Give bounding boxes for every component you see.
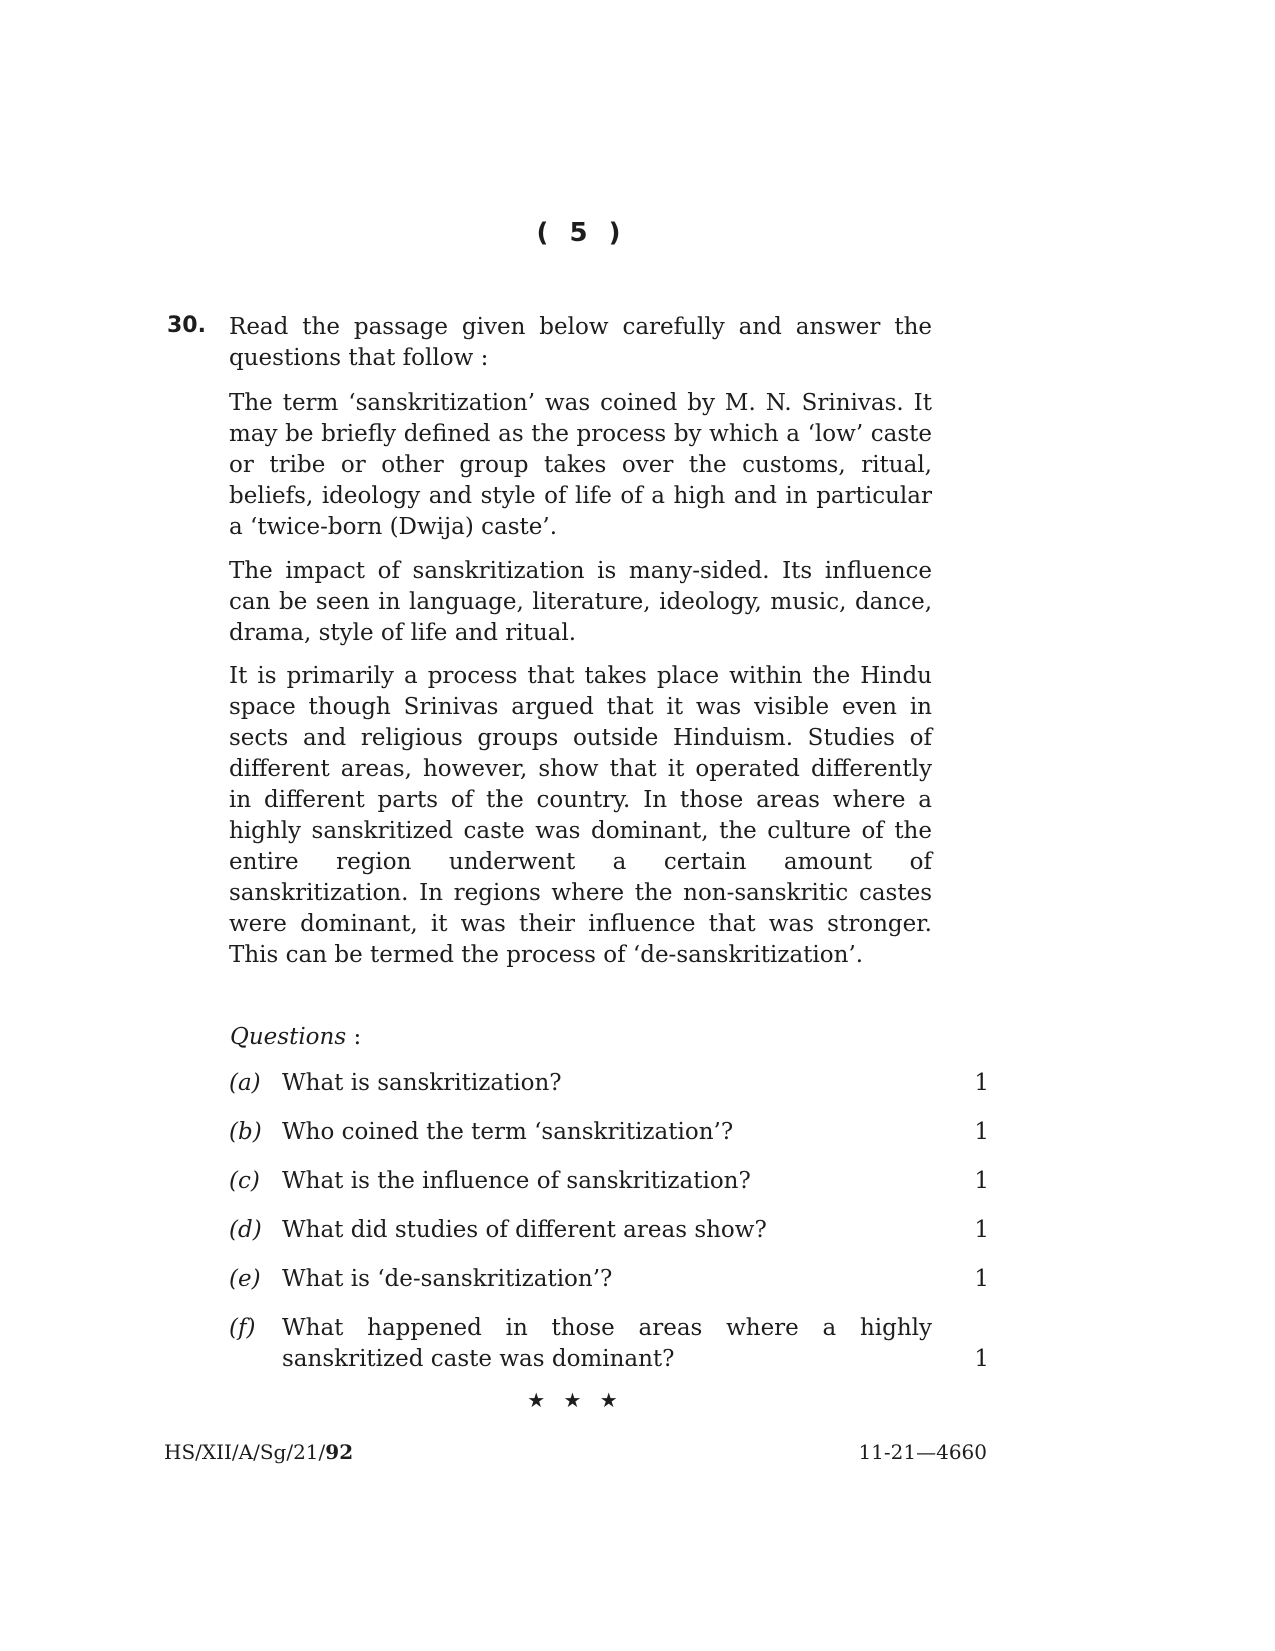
passage-paragraph-3: It is primarily a process that takes place within the Hindu space though Srinivas argued that it was visible even in sects and religious groups outside Hinduism. Studies of different areas, however, show that it operated differently in different parts of the country. In those areas where a highly sanskritized caste was dominant, the culture of the entire region underwent a certain amount of sanskritization. In regions where the non-sanskritic castes were dominant, it was their influence that was stronger. This can be termed the process of ‘de-sanskritization’.	[229, 663, 932, 968]
sub-question-text: What did studies of different areas show?	[282, 1217, 767, 1243]
questions-heading-colon: :	[353, 1024, 362, 1050]
sub-question-marks: 1	[974, 1266, 989, 1292]
sub-question-marks: 1	[974, 1217, 989, 1243]
question-instruction: Read the passage given below carefully and answer the questions that follow :	[229, 314, 932, 371]
sub-question-marks: 1	[974, 1168, 989, 1194]
passage-paragraph-1: The term ‘sanskritization’ was coined by M. N. Srinivas. It may be briefly defined as the process by which a ‘low’ caste or tribe or other group takes over the customs, ritual, beliefs, ideology and style of life of a high and in particular a ‘twice-born (Dwija) caste’.	[229, 390, 932, 540]
sub-question-text: What is sanskritization?	[282, 1070, 562, 1096]
page-number: ( 5 )	[536, 218, 627, 248]
sub-question-label: (a)	[229, 1070, 261, 1096]
sub-question-marks: 1	[974, 1070, 989, 1096]
question-number: 30.	[167, 313, 206, 338]
sub-question-label: (b)	[229, 1119, 262, 1145]
sub-question-marks: 1	[974, 1346, 989, 1372]
sub-question-label: (e)	[229, 1266, 261, 1292]
sub-question-text: What is ‘de-sanskritization’?	[282, 1266, 613, 1292]
sub-question-label: (d)	[229, 1217, 262, 1243]
sub-question-marks: 1	[974, 1119, 989, 1145]
paper-code	[164, 1440, 353, 1464]
questions-heading	[230, 1022, 361, 1053]
passage-paragraph-2: The impact of sanskritization is many-sided. Its influence can be seen in language, literature, ideology, music, dance, drama, style of life and ritual.	[229, 558, 932, 646]
end-of-paper-stars: ★ ★ ★	[527, 1388, 624, 1412]
sub-question-text: Who coined the term ‘sanskritization’?	[282, 1119, 734, 1145]
paper-code-prefix: HS/XII/A/Sg/21/	[164, 1440, 326, 1464]
sub-question-text: What is the influence of sanskritization?	[282, 1168, 751, 1194]
questions-heading-label: Questions	[230, 1024, 347, 1050]
sub-question-text: What happened in those areas where a highly sanskritized caste was dominant?	[282, 1315, 932, 1372]
sub-question-label: (f)	[229, 1315, 256, 1341]
print-code: 11-21—4660	[858, 1440, 987, 1464]
sub-question-label: (c)	[229, 1168, 260, 1194]
paper-code-number: 92	[325, 1440, 354, 1464]
